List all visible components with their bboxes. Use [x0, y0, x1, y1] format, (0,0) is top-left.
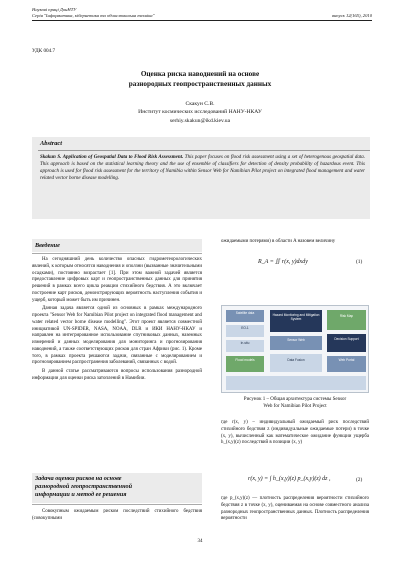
fig-block-decision-support: Decision Support: [327, 334, 366, 352]
equation-2-number: (2): [356, 477, 363, 483]
section2-heading-line-2: разнородной геопространственной: [35, 483, 133, 491]
caption-line-2: Web for Namibian Pilot Project: [263, 403, 327, 409]
section2-heading: [35, 475, 132, 499]
title-line-1: Оценка риска наводнений на основе: [140, 70, 260, 78]
fig-block-data-fusion: Data Fusion: [270, 354, 322, 372]
fig-bottom-band: [226, 376, 366, 390]
author-block: [60, 100, 340, 125]
title-line-2: разнородных геопространственных данных: [128, 79, 272, 88]
fig-block-web-portal: Web Portal: [327, 356, 366, 372]
journal-name: Наукові праці ДонНТУ: [32, 7, 77, 12]
email: serhiy.skakun@ikd.kiev.ua: [169, 117, 231, 124]
abstract-text: [40, 155, 365, 183]
author-name: Скакун С.В.: [185, 101, 215, 107]
fig-block-satellite: Satellite data: [226, 310, 264, 322]
abstract-bold: Skakun S. Application of Geospatial Data to Flood Risk Assessment.: [40, 155, 184, 160]
intro-rule: [32, 253, 202, 254]
section2-heading-line-3: информации и метод ее решения: [35, 491, 127, 499]
journal-series: Серія "Інформатика, кібернетика та обчислювальна техніка": [32, 12, 155, 18]
fig-block-eo1: EO-1: [226, 325, 264, 337]
section2-body: [32, 509, 202, 525]
abstract-body: This paper focuses on flood risk assessment using a set of heterogenous geospatial data. This approach is based on the statistical learning theory and the use of ensemble of classifiers for detection of density probability of hazardous event. This approach is used for flood risk assessment for the territory of Namibia within Sensor Web for Namibian Pilot project on integrated flood management and water related vector borne disease modelling.: [40, 155, 365, 181]
right-paragraph-1: где r(x, y) – индивидуальный ожидаемый риск последствий стихийного бедствия z (индивидуальные ожидаемые потери) в точке (x, y), вычисленный как математическое ожидание функции ущерба h_(x,y)(z) последствий в позиции (x, y): [221, 420, 369, 446]
intro-heading: Введение: [35, 242, 60, 249]
fig-block-risk-map: Risk Map: [327, 310, 366, 330]
fig-block-hazard-system: Hazard Monitoring and Mitigation System: [270, 310, 322, 332]
intro-paragraph-1: На сегодняшний день количество опасных гидрометеорологических явлений, к которым относятся наводнения и оползни (вызванные значительными осадками), постоянно возрастает [1]. При этом важной задачей является предоставление цифровых карт и геопространственных данных для принятия решений в рамках всего цикла реакции стихийного бедствия. А это включает построение карт рисков, демонстрирующих вероятность наступления события и ущерб, который может быть им причинен.: [32, 257, 202, 303]
section2-rule: [32, 504, 202, 505]
udk-code: УДК 004.7: [32, 48, 56, 54]
paper-title: [60, 70, 340, 89]
section2-paragraph-1: Совокупным ожидаемым риском последствий стихийного бедствия (совокупными: [32, 509, 202, 521]
intro-body: [32, 257, 202, 385]
caption-line-1: Рисунок 1 – Общая архитектура системы Sensor: [243, 397, 347, 402]
page-number: 34: [197, 539, 203, 544]
section2-heading-line-1: Задача оценки рисков на основе: [35, 475, 122, 482]
abstract-divider: [38, 150, 370, 151]
running-header: [32, 7, 372, 19]
figure-caption: [221, 397, 369, 411]
fig-block-sensor-web: Sensor Web: [270, 336, 322, 350]
affiliation: Институт космических исследований НАНУ-НКАУ: [138, 109, 262, 116]
right-paragraph-2-block: [221, 496, 369, 525]
right-paragraph-1-block: [221, 420, 369, 449]
abstract-heading: Abstract: [40, 140, 63, 147]
right-intro-text: [221, 239, 369, 248]
header-divider: [32, 20, 372, 21]
equation-1: R_A = ∬ r(x, y)dxdy: [258, 259, 308, 265]
architecture-figure: [221, 305, 369, 393]
right-paragraph-0: ожидаемыми потерями) в области A назовем величину: [221, 239, 336, 244]
equation-1-number: (1): [356, 259, 363, 265]
intro-paragraph-2: Данная задача является одной из основных в рамках международного проекта "Sensor Web for Namibian Pilot project on integrated flood management and water related vector borne disease modelling". Этот проект является совместной инициативой UN-SPIDER, NASA, NOAA, DLR и ИКИ НАНУ-НКАУ и направлен на интегрированное использование спутниковых данных, наземных измерений и данных моделирования для мониторинга и прогнозирования наводнений, а также соответствующих рисков для стран Африки (рис. 1). Кроме того, в рамках проекта решаются задачи, связанные с моделированием и прогнозированием распространения заболеваний, связанных с водой.: [32, 306, 202, 366]
fig-block-insitu: In-situ: [226, 340, 264, 352]
intro-paragraph-3: В данной статье рассматриваются вопросы использования разнородной информации для оценки риска затоплений в Намибии.: [32, 369, 202, 382]
journal-issue: випуск 12(165), 2010: [332, 12, 372, 18]
right-paragraph-2: где p_(x,y)(z) — плотность распределения вероятности стихийного бедствия z в точке (x, y), оцениваемая на основе совместного анализа разнородных геопространственных данных. Плотность распределения вероятности: [221, 496, 369, 522]
fig-block-flood-models: Flood models: [226, 356, 264, 372]
equation-2: r(x, y) = ∫ h_(x,y)(z) p_(x,y)(z) dz ,: [248, 476, 331, 482]
